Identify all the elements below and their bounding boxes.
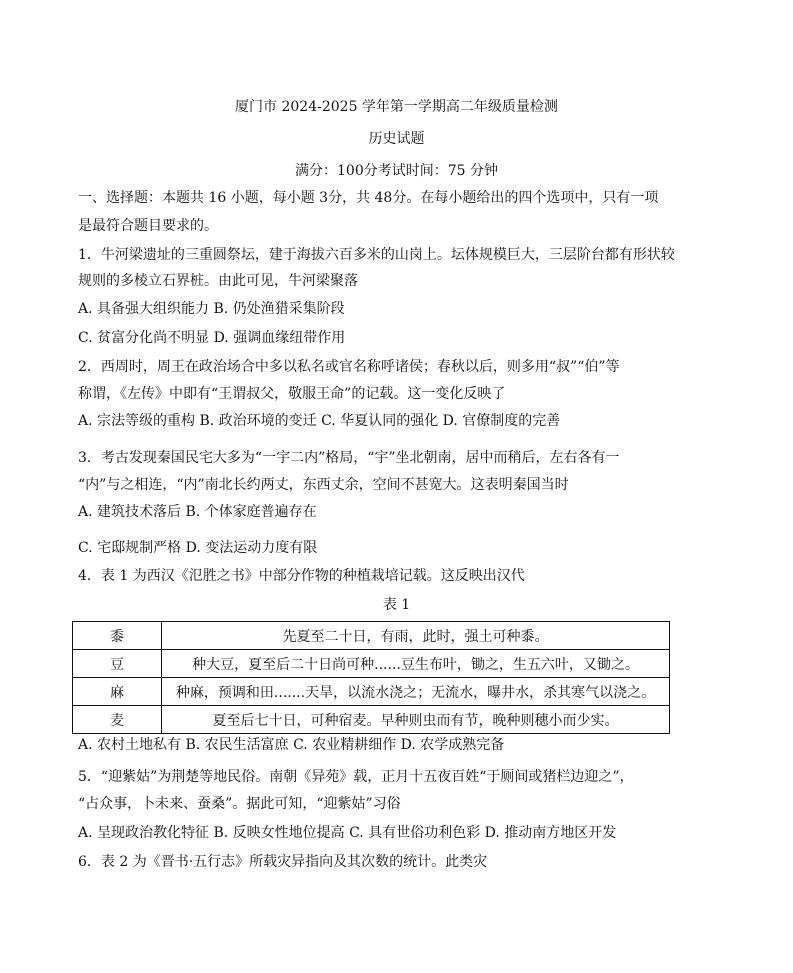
q4-options-line1: A. 农村土地私有 B. 农民生活富庶 C. 农业精耕细作 D. 农学成熟完备 [78, 737, 505, 753]
table-row [73, 650, 670, 678]
exam-meta: 满分：100分考试时间：75 分钟 [295, 163, 498, 179]
section-intro-line2: 是最符合题目要求的。 [78, 218, 218, 234]
exam-title: 厦门市 2024-2025 学年第一学期高二年级质量检测 [235, 99, 558, 115]
section-intro-line1: 一、选择题：本题共 16 小题，每小题 3分，共 48分。在每小题给出的四个选项中，只有一项 [78, 190, 659, 206]
q5-stem-line1: 5．“迎紫姑”为荆楚等地民俗。南朝《异苑》载，正月十五夜百姓“于厕间或猪栏边迎之”， [78, 769, 634, 785]
table-row [73, 622, 670, 650]
q2-stem-line2: 称谓，《左传》中即有“王谓叔父，敬服王命”的记载。这一变化反映了 [78, 386, 506, 402]
q2-options-line1: A. 宗法等级的重构 B. 政治环境的变迁 C. 华夏认同的强化 D. 官僚制度的完善 [78, 413, 561, 429]
q1-stem-line1: 1．牛河梁遗址的三重圆祭坛，建于海拔六百多米的山岗上。坛体规模巨大，三层阶台都有形状较 [78, 247, 675, 263]
q5-options-line1: A. 呈现政治教化特征 B. 反映女性地位提高 C. 具有世俗功利色彩 D. 推动南方地区开发 [78, 825, 617, 841]
table-row [73, 706, 670, 734]
q1-stem-line2: 规则的多棱立石界桩。由此可见，牛河梁聚落 [78, 273, 358, 289]
q6-stem-line1: 6．表 2 为《晋书·五行志》所载灾异指向及其次数的统计。此类灾 [78, 854, 488, 870]
q2-stem-line1: 2．西周时，周王在政治场合中多以私名或官名称呼诸侯；春秋以后，则多用“叔”“伯”等 [78, 359, 620, 375]
q4-stem-line1: 4．表 1 为西汉《氾胜之书》中部分作物的种植栽培记载。这反映出汉代 [78, 568, 525, 584]
q1-options-line2: C. 贫富分化尚不明显 D. 强调血缘纽带作用 [78, 330, 346, 346]
q3-stem-line1: 3．考古发现秦国民宅大多为“一宇二内”格局，“宇”坐北朝南，居中而稍后，左右各有一 [78, 450, 620, 466]
table-cell-record: 种麻，预调和田.......天旱，以流水浇之；无流水，曝井水，杀其寒气以浇之。 [162, 678, 670, 706]
q5-stem-line2: “占众事，卜未来、蚕桑”。据此可知，“迎紫姑”习俗 [78, 796, 401, 812]
q1-options-line1: A. 具备强大组织能力 B. 仍处渔猎采集阶段 [78, 301, 345, 317]
table-cell-record: 夏至后七十日，可种宿麦。早种则虫而有节，晚种则穗小而少实。 [162, 706, 670, 734]
table-cell-record: 种大豆，夏至后二十日尚可种......豆生布叶，锄之，生五六叶，又锄之。 [162, 650, 670, 678]
table-cell-crop: 麻 [73, 678, 162, 706]
q3-options-line2: C. 宅邸规制严格 D. 变法运动力度有限 [78, 540, 318, 556]
subject-title: 历史试题 [368, 131, 425, 147]
table-cell-crop: 黍 [73, 622, 162, 650]
q3-options-line1: A. 建筑技术落后 B. 个体家庭普遍存在 [78, 504, 317, 520]
table1-caption: 表 1 [382, 597, 411, 613]
table-cell-crop: 麦 [73, 706, 162, 734]
table-row [73, 678, 670, 706]
table-cell-crop: 豆 [73, 650, 162, 678]
q3-stem-line2: “内”与之相连，“内”南北长约两丈，东西丈余，空间不甚宽大。这表明秦国当时 [78, 477, 569, 493]
table-cell-record: 先夏至二十日，有雨，此时，强土可种黍。 [162, 622, 670, 650]
table1 [72, 621, 670, 734]
